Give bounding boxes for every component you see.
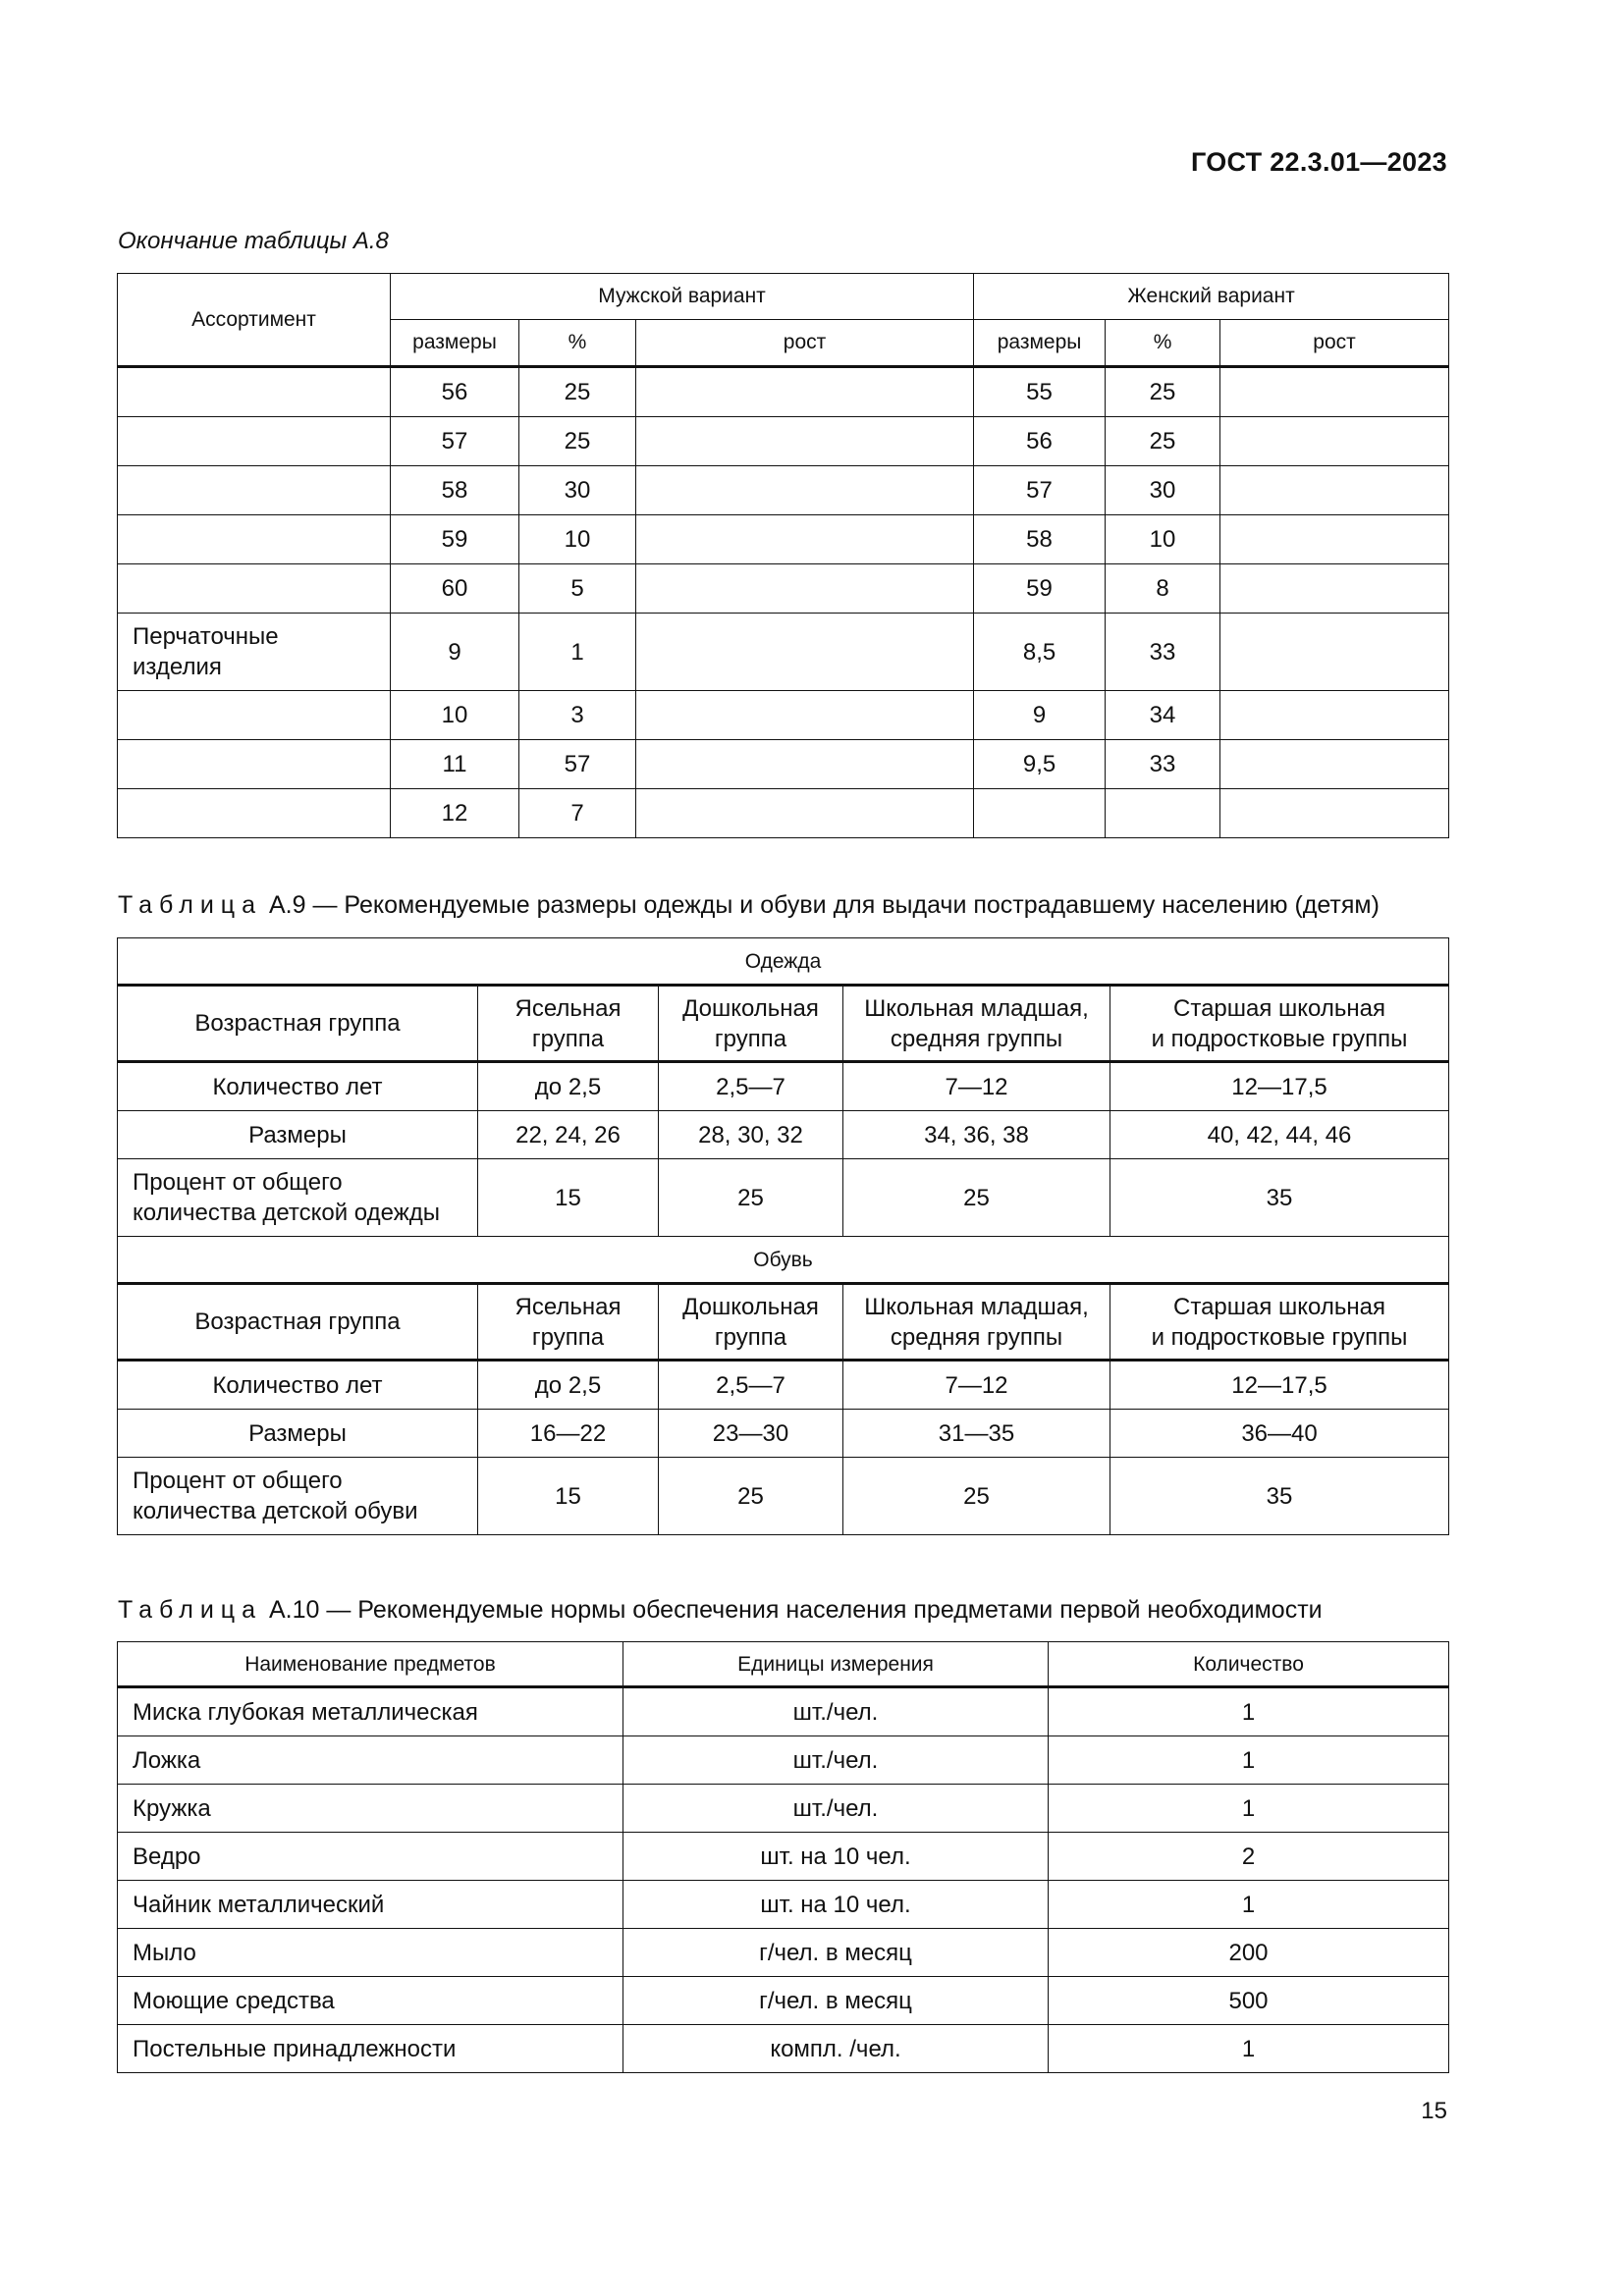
row-label: Возрастная группа [118,986,478,1062]
male-height-cell [636,466,974,515]
unit-cell: шт./чел. [623,1736,1049,1785]
male-percent-cell: 25 [519,417,636,466]
item-name-cell: Ложка [118,1736,623,1785]
male-percent-cell: 1 [519,614,636,691]
female-percent-cell: 30 [1106,466,1220,515]
years-cell: 12—17,5 [1110,1062,1449,1111]
years-cell: до 2,5 [478,1361,659,1410]
assortment-cell [118,417,391,466]
sizes-cell: 36—40 [1110,1410,1449,1458]
years-cell: до 2,5 [478,1062,659,1111]
item-name-cell: Чайник металлический [118,1881,623,1929]
age-group-cell [1110,986,1449,1062]
table-a10-caption [118,1596,1323,1625]
female-percent-cell: 10 [1106,515,1220,564]
percent-cell: 25 [843,1458,1110,1535]
quantity-cell: 2 [1049,1833,1449,1881]
quantity-cell: 500 [1049,1977,1449,2025]
female-percent-header: % [1106,320,1220,367]
percent-row [118,1159,1449,1237]
years-row [118,1361,1449,1410]
percent-cell: 25 [659,1458,843,1535]
row-label-line: количества детской обуви [133,1498,418,1524]
row-label [118,1159,478,1237]
age-group-cell [1110,1284,1449,1361]
table-row [118,515,1449,564]
table-row [118,691,1449,740]
age-group-line: Дошкольная [682,1293,819,1320]
male-percent-cell: 25 [519,367,636,417]
male-height-header: рост [636,320,974,367]
male-sizes-header: размеры [391,320,519,367]
assortment-cell [118,515,391,564]
row-label-line: количества детской одежды [133,1200,441,1226]
row-label-line: Процент от общего [133,1169,343,1196]
sizes-cell: 23—30 [659,1410,843,1458]
age-group-line: средняя группы [890,1323,1063,1351]
male-size-cell: 59 [391,515,519,564]
table-row [118,564,1449,614]
sizes-cell: 28, 30, 32 [659,1111,843,1159]
male-size-cell: 9 [391,614,519,691]
male-percent-cell: 10 [519,515,636,564]
percent-cell: 15 [478,1159,659,1237]
male-height-cell [636,564,974,614]
col-quantity-header: Количество [1049,1642,1449,1687]
assortment-cell [118,789,391,838]
item-name-cell: Моющие средства [118,1977,623,2025]
quantity-cell: 1 [1049,1881,1449,1929]
female-height-cell [1220,789,1449,838]
years-cell: 7—12 [843,1062,1110,1111]
percent-cell: 35 [1110,1159,1449,1237]
quantity-cell: 1 [1049,1785,1449,1833]
male-size-cell: 11 [391,740,519,789]
female-percent-cell: 25 [1106,367,1220,417]
unit-cell: шт. на 10 чел. [623,1833,1049,1881]
item-name-cell: Миска глубокая металлическая [118,1687,623,1736]
male-height-cell [636,740,974,789]
item-name-cell: Ведро [118,1833,623,1881]
table-a8-header-row [118,274,1449,320]
table-a10-header-row [118,1642,1449,1687]
table-row [118,1929,1449,1977]
male-percent-cell: 5 [519,564,636,614]
male-height-cell [636,691,974,740]
percent-cell: 15 [478,1458,659,1535]
female-height-cell [1220,515,1449,564]
age-group-line: Школьная младшая, [864,994,1089,1022]
unit-cell: шт./чел. [623,1687,1049,1736]
female-percent-cell: 8 [1106,564,1220,614]
female-height-header: рост [1220,320,1449,367]
table-row [118,1785,1449,1833]
female-percent-cell: 33 [1106,614,1220,691]
age-group-row [118,986,1449,1062]
age-group-line: Старшая школьная [1173,994,1385,1022]
male-size-cell: 57 [391,417,519,466]
male-height-cell [636,614,974,691]
female-percent-cell: 34 [1106,691,1220,740]
years-row [118,1062,1449,1111]
item-name-cell: Постельные принадлежности [118,2025,623,2073]
page-number: 15 [1421,2098,1447,2124]
female-height-cell [1220,691,1449,740]
age-group-line: и подростковые группы [1151,1025,1408,1052]
male-size-cell: 56 [391,367,519,417]
assortment-cell [118,691,391,740]
male-height-cell [636,417,974,466]
row-label: Размеры [118,1111,478,1159]
table-row [118,2025,1449,2073]
sizes-row [118,1111,1449,1159]
female-percent-cell: 33 [1106,740,1220,789]
item-name-cell: Кружка [118,1785,623,1833]
unit-cell: шт./чел. [623,1785,1049,1833]
age-group-line: Ясельная [514,994,622,1022]
assortment-cell [118,564,391,614]
table-a10 [117,1641,1449,2073]
table-row [118,1881,1449,1929]
female-size-cell: 55 [974,367,1106,417]
table-row [118,417,1449,466]
table-row [118,367,1449,417]
male-percent-cell: 57 [519,740,636,789]
age-group-line: группа [531,1323,605,1351]
sizes-cell: 31—35 [843,1410,1110,1458]
female-height-cell [1220,417,1449,466]
percent-cell: 25 [843,1159,1110,1237]
document-standard-number: ГОСТ 22.3.01—2023 [1190,147,1447,177]
table-row [118,740,1449,789]
row-label-line: Процент от общего [133,1468,343,1494]
age-group-line: Школьная младшая, [864,1293,1089,1320]
years-cell: 7—12 [843,1361,1110,1410]
table-row [118,466,1449,515]
male-size-cell: 58 [391,466,519,515]
male-size-cell: 10 [391,691,519,740]
female-size-cell: 58 [974,515,1106,564]
table-a10-caption-label: Таблица [118,1596,263,1624]
table-a9-caption [118,891,1380,920]
age-group-cell [659,986,843,1062]
assortment-name-line: Перчаточные [133,623,279,650]
unit-cell: г/чел. в месяц [623,1977,1049,2025]
row-label: Количество лет [118,1361,478,1410]
table-a9-caption-text: А.9 — Рекомендуемые размеры одежды и обуви для выдачи пострадавшему населению (детям) [262,891,1380,919]
years-cell: 2,5—7 [659,1062,843,1111]
row-label: Размеры [118,1410,478,1458]
assortment-cell [118,466,391,515]
group-female-header: Женский вариант [974,274,1449,320]
age-group-cell [843,986,1110,1062]
age-group-line: средняя группы [890,1025,1063,1052]
age-group-line: группа [714,1323,787,1351]
age-group-cell [659,1284,843,1361]
male-size-cell: 60 [391,564,519,614]
age-group-line: и подростковые группы [1151,1323,1408,1351]
male-percent-header: % [519,320,636,367]
table-row [118,614,1449,691]
female-height-cell [1220,466,1449,515]
female-size-cell: 9 [974,691,1106,740]
section-title-clothing: Одежда [118,938,1449,986]
female-percent-cell: 25 [1106,417,1220,466]
male-percent-cell: 7 [519,789,636,838]
female-percent-cell [1106,789,1220,838]
unit-cell: компл. /чел. [623,2025,1049,2073]
age-group-cell [478,986,659,1062]
age-group-cell [843,1284,1110,1361]
table-a8 [117,273,1449,838]
table-row [118,1977,1449,2025]
female-size-cell: 57 [974,466,1106,515]
male-size-cell: 12 [391,789,519,838]
section-row [118,938,1449,986]
female-height-cell [1220,740,1449,789]
table-a8-caption: Окончание таблицы А.8 [118,228,389,254]
percent-cell: 25 [659,1159,843,1237]
col-item-name-header: Наименование предметов [118,1642,623,1687]
col-assortment-header: Ассортимент [118,274,391,367]
quantity-cell: 200 [1049,1929,1449,1977]
table-a9 [117,937,1449,1535]
age-group-cell [478,1284,659,1361]
female-size-cell: 8,5 [974,614,1106,691]
quantity-cell: 1 [1049,1687,1449,1736]
row-label [118,1458,478,1535]
table-row [118,789,1449,838]
female-size-cell: 59 [974,564,1106,614]
years-cell: 12—17,5 [1110,1361,1449,1410]
unit-cell: шт. на 10 чел. [623,1881,1049,1929]
female-size-cell: 56 [974,417,1106,466]
sizes-cell: 40, 42, 44, 46 [1110,1111,1449,1159]
item-name-cell: Мыло [118,1929,623,1977]
female-height-cell [1220,367,1449,417]
female-height-cell [1220,614,1449,691]
age-group-line: группа [531,1025,605,1052]
percent-row [118,1458,1449,1535]
assortment-name-line: изделия [133,654,222,680]
female-sizes-header: размеры [974,320,1106,367]
female-size-cell: 9,5 [974,740,1106,789]
sizes-cell: 22, 24, 26 [478,1111,659,1159]
table-a10-caption-text: А.10 — Рекомендуемые нормы обеспечения населения предметами первой необходимости [262,1596,1323,1624]
quantity-cell: 1 [1049,2025,1449,2073]
table-row [118,1687,1449,1736]
table-a9-caption-label: Таблица [118,891,263,919]
male-height-cell [636,515,974,564]
col-unit-header: Единицы измерения [623,1642,1049,1687]
row-label: Количество лет [118,1062,478,1111]
male-height-cell [636,789,974,838]
unit-cell: г/чел. в месяц [623,1929,1049,1977]
age-group-line: группа [714,1025,787,1052]
row-label: Возрастная группа [118,1284,478,1361]
male-height-cell [636,367,974,417]
age-group-line: Ясельная [514,1293,622,1320]
sizes-cell: 16—22 [478,1410,659,1458]
female-height-cell [1220,564,1449,614]
age-group-line: Старшая школьная [1173,1293,1385,1320]
years-cell: 2,5—7 [659,1361,843,1410]
section-title-footwear: Обувь [118,1237,1449,1284]
assortment-cell [118,740,391,789]
table-row [118,1736,1449,1785]
male-percent-cell: 30 [519,466,636,515]
section-row [118,1237,1449,1284]
assortment-cell [118,614,391,691]
assortment-cell [118,367,391,417]
female-size-cell [974,789,1106,838]
sizes-cell: 34, 36, 38 [843,1111,1110,1159]
table-row [118,1833,1449,1881]
age-group-line: Дошкольная [682,994,819,1022]
male-percent-cell: 3 [519,691,636,740]
quantity-cell: 1 [1049,1736,1449,1785]
age-group-row [118,1284,1449,1361]
percent-cell: 35 [1110,1458,1449,1535]
sizes-row [118,1410,1449,1458]
group-male-header: Мужской вариант [391,274,974,320]
